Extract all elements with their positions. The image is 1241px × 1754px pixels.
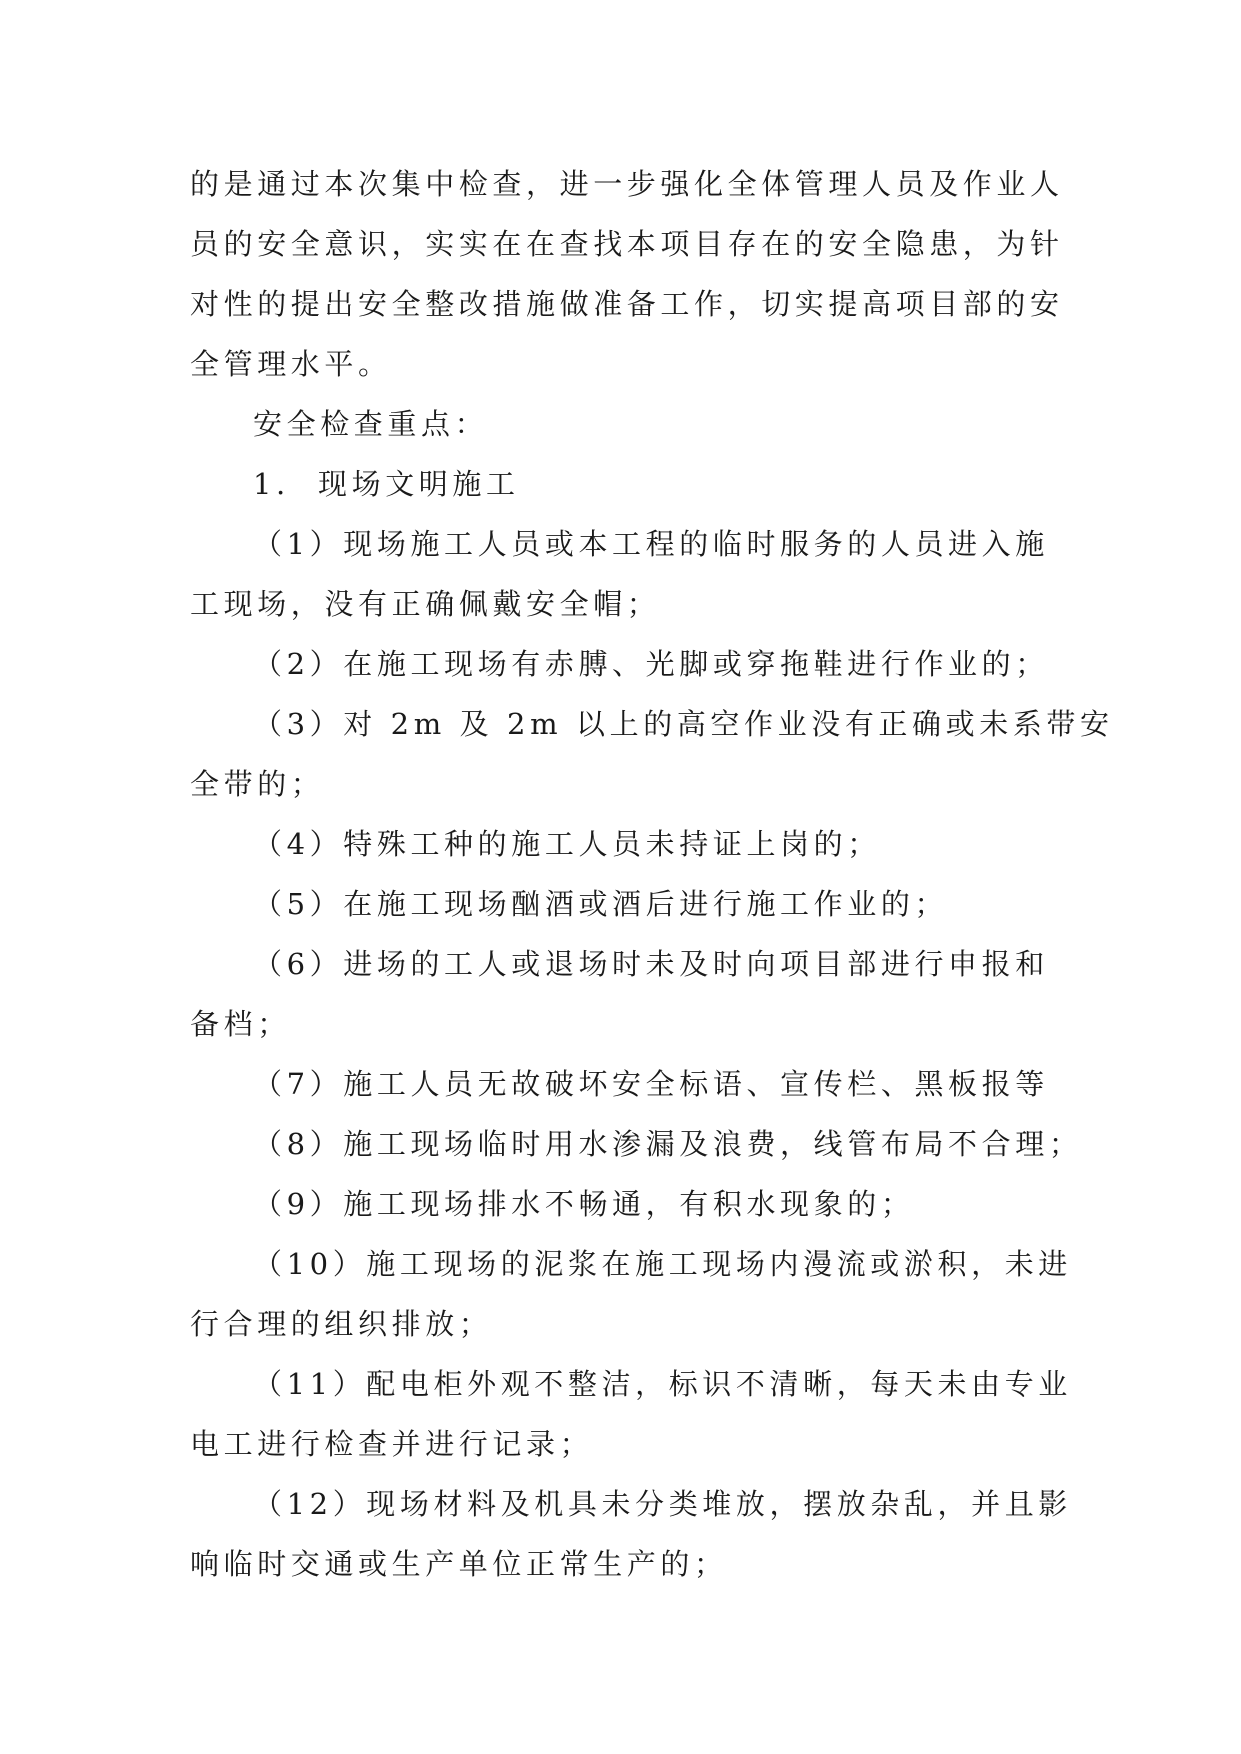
list-item — [190, 640, 1060, 700]
text-line: 备档； — [190, 1007, 291, 1041]
text-line: 全管理水平。 — [190, 347, 392, 381]
text-line: 响临时交通或生产单位正常生产的； — [190, 1547, 728, 1581]
list-item — [190, 700, 1114, 820]
list-item — [190, 1480, 1072, 1600]
text-line: （11）配电柜外观不整洁，标识不清晰，每天未由专业 — [253, 1367, 1072, 1401]
list-item — [190, 1120, 1083, 1180]
section-number: 1. — [253, 467, 290, 501]
text-line: 工现场，没有正确佩戴安全帽； — [190, 587, 661, 621]
section-heading-paragraph — [190, 400, 1060, 460]
text-line: （12）现场材料及机具未分类堆放，摆放杂乱，并且影 — [253, 1487, 1072, 1521]
numbered-section-line — [190, 460, 1060, 520]
document-body — [190, 160, 1114, 1600]
text-line: （6）进场的工人或退场时未及时向项目部进行申报和 — [253, 947, 1049, 981]
text-line: （8）施工现场临时用水渗漏及浪费，线管布局不合理； — [253, 1127, 1083, 1161]
text-line: 电工进行检查并进行记录； — [190, 1427, 594, 1461]
list-item — [190, 820, 1060, 880]
text-line: 对性的提出安全整改措施做准备工作，切实提高项目部的安 — [190, 287, 1064, 321]
text-line: （3）对 2m 及 2m 以上的高空作业没有正确或未系带安 — [253, 707, 1114, 741]
list-item — [190, 940, 1060, 1060]
list-item — [190, 880, 1060, 940]
text-line: 全带的； — [190, 767, 325, 801]
text-line: （2）在施工现场有赤膊、光脚或穿拖鞋进行作业的； — [253, 647, 1049, 681]
text-line: （7）施工人员无故破坏安全标语、宣传栏、黑板报等 — [253, 1067, 1049, 1101]
text-line: （1）现场施工人员或本工程的临时服务的人员进入施 — [253, 527, 1049, 561]
section-title: 现场文明施工 — [318, 467, 520, 501]
text-line: 的是通过本次集中检查，进一步强化全体管理人员及作业人 — [190, 167, 1064, 201]
list-item — [190, 1180, 1060, 1240]
text-line: （5）在施工现场酗酒或酒后进行施工作业的； — [253, 887, 949, 921]
text-line: 行合理的组织排放； — [190, 1307, 493, 1341]
list-item — [190, 520, 1060, 640]
numbered-section — [190, 460, 1060, 520]
intro-paragraph — [190, 160, 1064, 400]
list-item — [190, 1360, 1072, 1480]
text-line: （9）施工现场排水不畅通，有积水现象的； — [253, 1187, 915, 1221]
text-line: （4）特殊工种的施工人员未持证上岗的； — [253, 827, 881, 861]
list-item — [190, 1240, 1072, 1360]
list-item — [190, 1060, 1060, 1120]
text-line: 员的安全意识，实实在在查找本项目存在的安全隐患，为针 — [190, 227, 1064, 261]
section-heading: 安全检查重点： — [253, 407, 489, 441]
text-line: （10）施工现场的泥浆在施工现场内漫流或淤积，未进 — [253, 1247, 1072, 1281]
